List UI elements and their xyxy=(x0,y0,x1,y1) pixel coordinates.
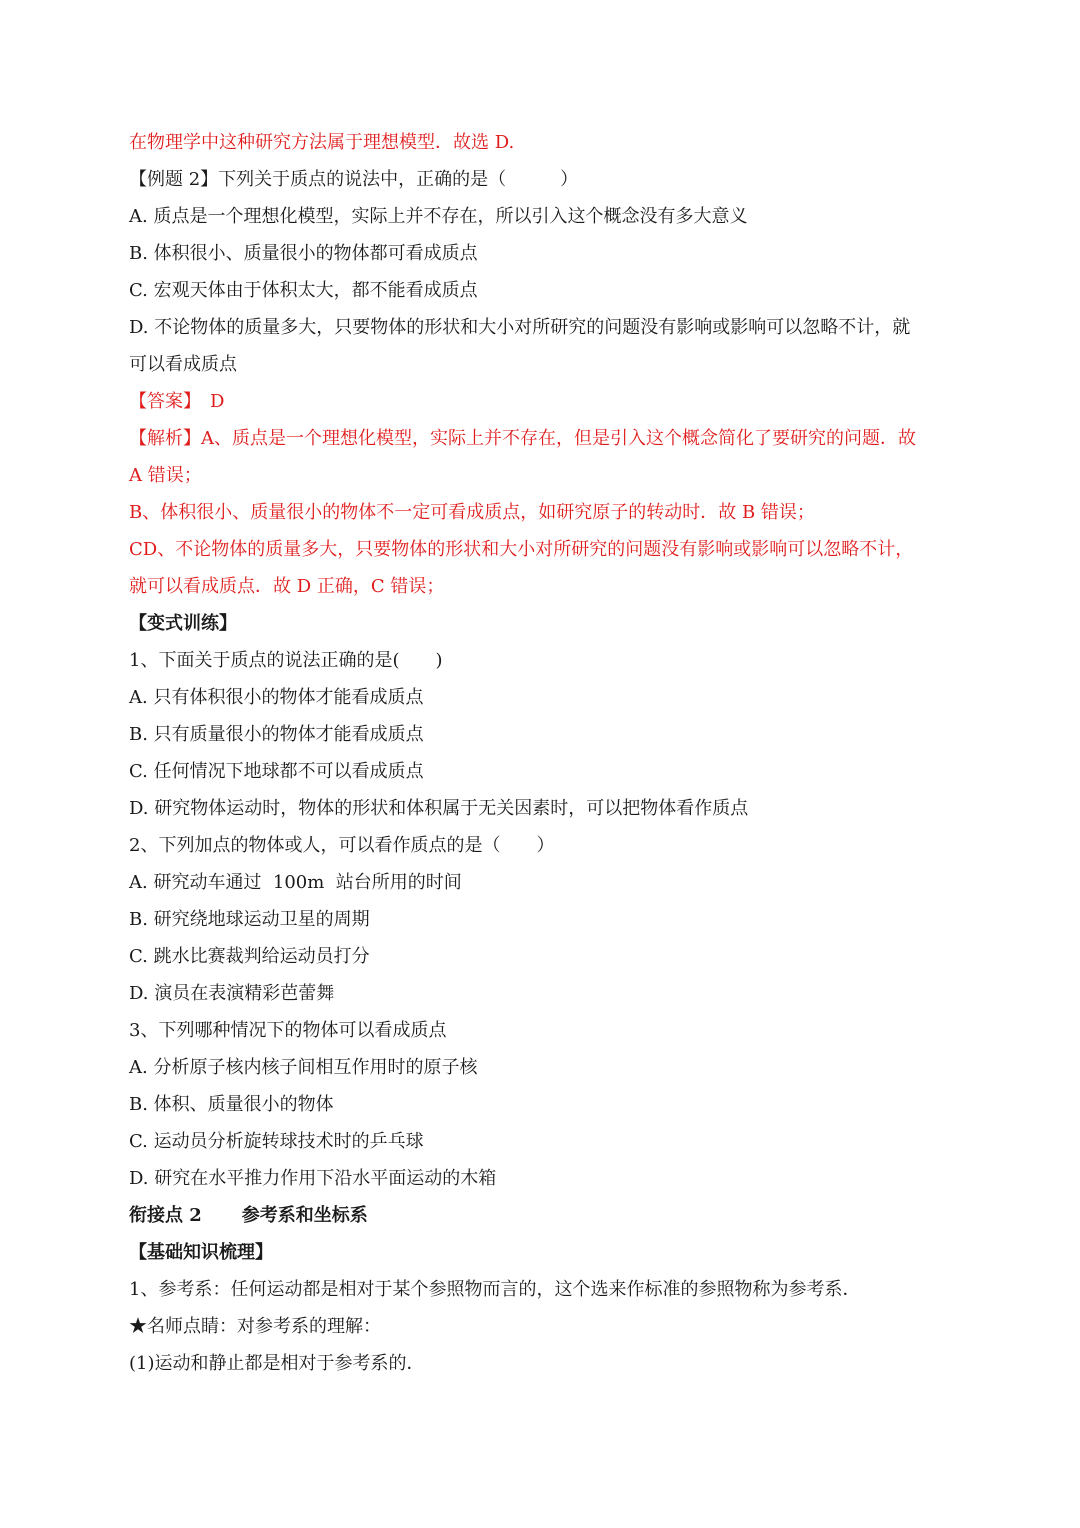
section2-label: 衔接点 2 xyxy=(129,1205,202,1226)
practice-q3-option-b: B. 体积、质量很小的物体 xyxy=(129,1094,334,1115)
teacher-tip-heading: ★名师点睛：对参考系的理解： xyxy=(129,1316,381,1337)
example2-option-a: A. 质点是一个理想化模型，实际上并不存在，所以引入这个概念没有多大意义 xyxy=(129,206,748,227)
example2-analysis-line: 就可以看成质点．故 D 正确，C 错误； xyxy=(129,576,445,597)
section2-heading xyxy=(129,1197,959,1234)
practice-q3-stem: 3、下列哪种情况下的物体可以看成质点 xyxy=(129,1020,447,1041)
practice-q1-option-d: D. 研究物体运动时，物体的形状和体积属于无关因素时，可以把物体看作质点 xyxy=(129,798,749,819)
practice-q2-option-c: C. 跳水比赛裁判给运动员打分 xyxy=(129,946,370,967)
practice-q2-option-a: A. 研究动车通过 100m 站台所用的时间 xyxy=(129,872,462,893)
practice-q1-option-c: C. 任何情况下地球都不可以看成质点 xyxy=(129,761,424,782)
example2-option-b: B. 体积很小、质量很小的物体都可看成质点 xyxy=(129,243,478,264)
practice-q3-option-a: A. 分析原子核内核子间相互作用时的原子核 xyxy=(129,1057,478,1078)
example2-analysis-line: CD、不论物体的质量多大，只要物体的形状和大小对所研究的问题没有影响或影响可以忽略不计， xyxy=(129,539,914,560)
practice-q3-option-d: D. 研究在水平推力作用下沿水平面运动的木箱 xyxy=(129,1168,497,1189)
practice-heading: 【变式训练】 xyxy=(129,613,237,634)
basics-heading: 【基础知识梳理】 xyxy=(129,1242,273,1263)
example2-analysis-line: A 错误； xyxy=(129,465,202,486)
teacher-tip-1: (1)运动和静止都是相对于参考系的． xyxy=(129,1353,425,1374)
practice-q2-stem: 2、下列加点的物体或人，可以看作质点的是（ ） xyxy=(129,835,555,856)
practice-q2-option-d: D. 演员在表演精彩芭蕾舞 xyxy=(129,983,335,1004)
example2-option-c: C. 宏观天体由于体积太大，都不能看成质点 xyxy=(129,280,478,301)
practice-q2-option-b: B. 研究绕地球运动卫星的周期 xyxy=(129,909,370,930)
example2-option-d: D. 不论物体的质量多大，只要物体的形状和大小对所研究的问题没有影响或影响可以忽略不计，就 xyxy=(129,317,911,338)
practice-q1-stem: 1、下面关于质点的说法正确的是( ) xyxy=(129,650,443,671)
practice-q3-option-c: C. 运动员分析旋转球技术时的乒乓球 xyxy=(129,1131,424,1152)
section2-title: 参考系和坐标系 xyxy=(241,1205,368,1226)
practice-q1-option-a: A. 只有体积很小的物体才能看成质点 xyxy=(129,687,424,708)
example2-stem: 【例题 2】下列关于质点的说法中，正确的是（ ） xyxy=(129,169,579,190)
document-content xyxy=(129,124,959,1382)
example2-analysis-line: B、体积很小、质量很小的物体不一定可看成质点，如研究原子的转动时．故 B 错误； xyxy=(129,502,815,523)
reference-frame-point-1: 1、参考系：任何运动都是相对于某个参照物而言的，这个选来作标准的参照物称为参考系． xyxy=(129,1279,861,1300)
example2-answer: 【答案】 D xyxy=(129,391,225,412)
intro-conclusion: 在物理学中这种研究方法属于理想模型．故选 D. xyxy=(129,132,515,153)
example2-option-d-continued: 可以看成质点 xyxy=(129,354,237,375)
example2-analysis-line: 【解析】A、质点是一个理想化模型，实际上并不存在，但是引入这个概念简化了要研究的问题．故 xyxy=(129,428,916,449)
practice-q1-option-b: B. 只有质量很小的物体才能看成质点 xyxy=(129,724,424,745)
